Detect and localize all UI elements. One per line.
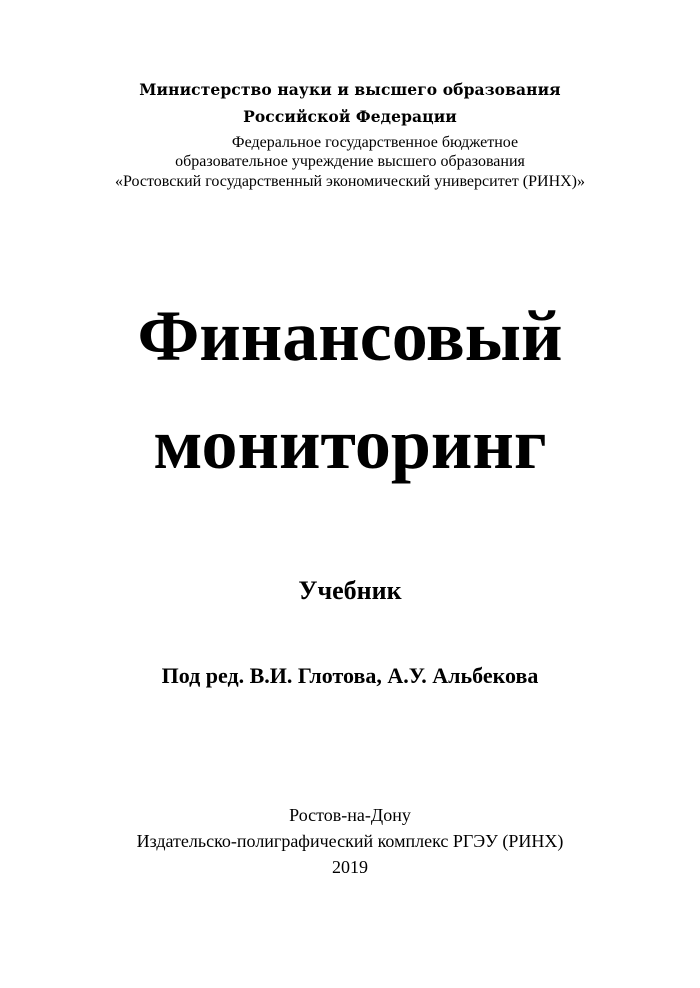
editors-line: Под ред. В.И. Глотова, А.У. Альбекова <box>161 663 539 688</box>
book-subtitle: Учебник <box>298 576 402 605</box>
imprint-publisher: Издательско-полиграфический комплекс РГЭУ (РИНХ) <box>136 831 564 851</box>
ministry-line-1: Министерство науки и высшего образования <box>139 80 561 99</box>
book-title-line-1: Финансовый <box>137 296 563 376</box>
institution-line-3: «Ростовский государственный экономический университет (РИНХ)» <box>115 173 585 190</box>
book-title-line-2: мониторинг <box>153 404 547 484</box>
ministry-line-2: Российской Федерации <box>243 107 457 126</box>
imprint-year: 2019 <box>332 857 368 877</box>
imprint-city: Ростов-на-Дону <box>289 805 411 825</box>
institution-line-1: Федеральное государственное бюджетное <box>231 134 519 151</box>
institution-line-2: образовательное учреждение высшего образования <box>175 153 525 170</box>
